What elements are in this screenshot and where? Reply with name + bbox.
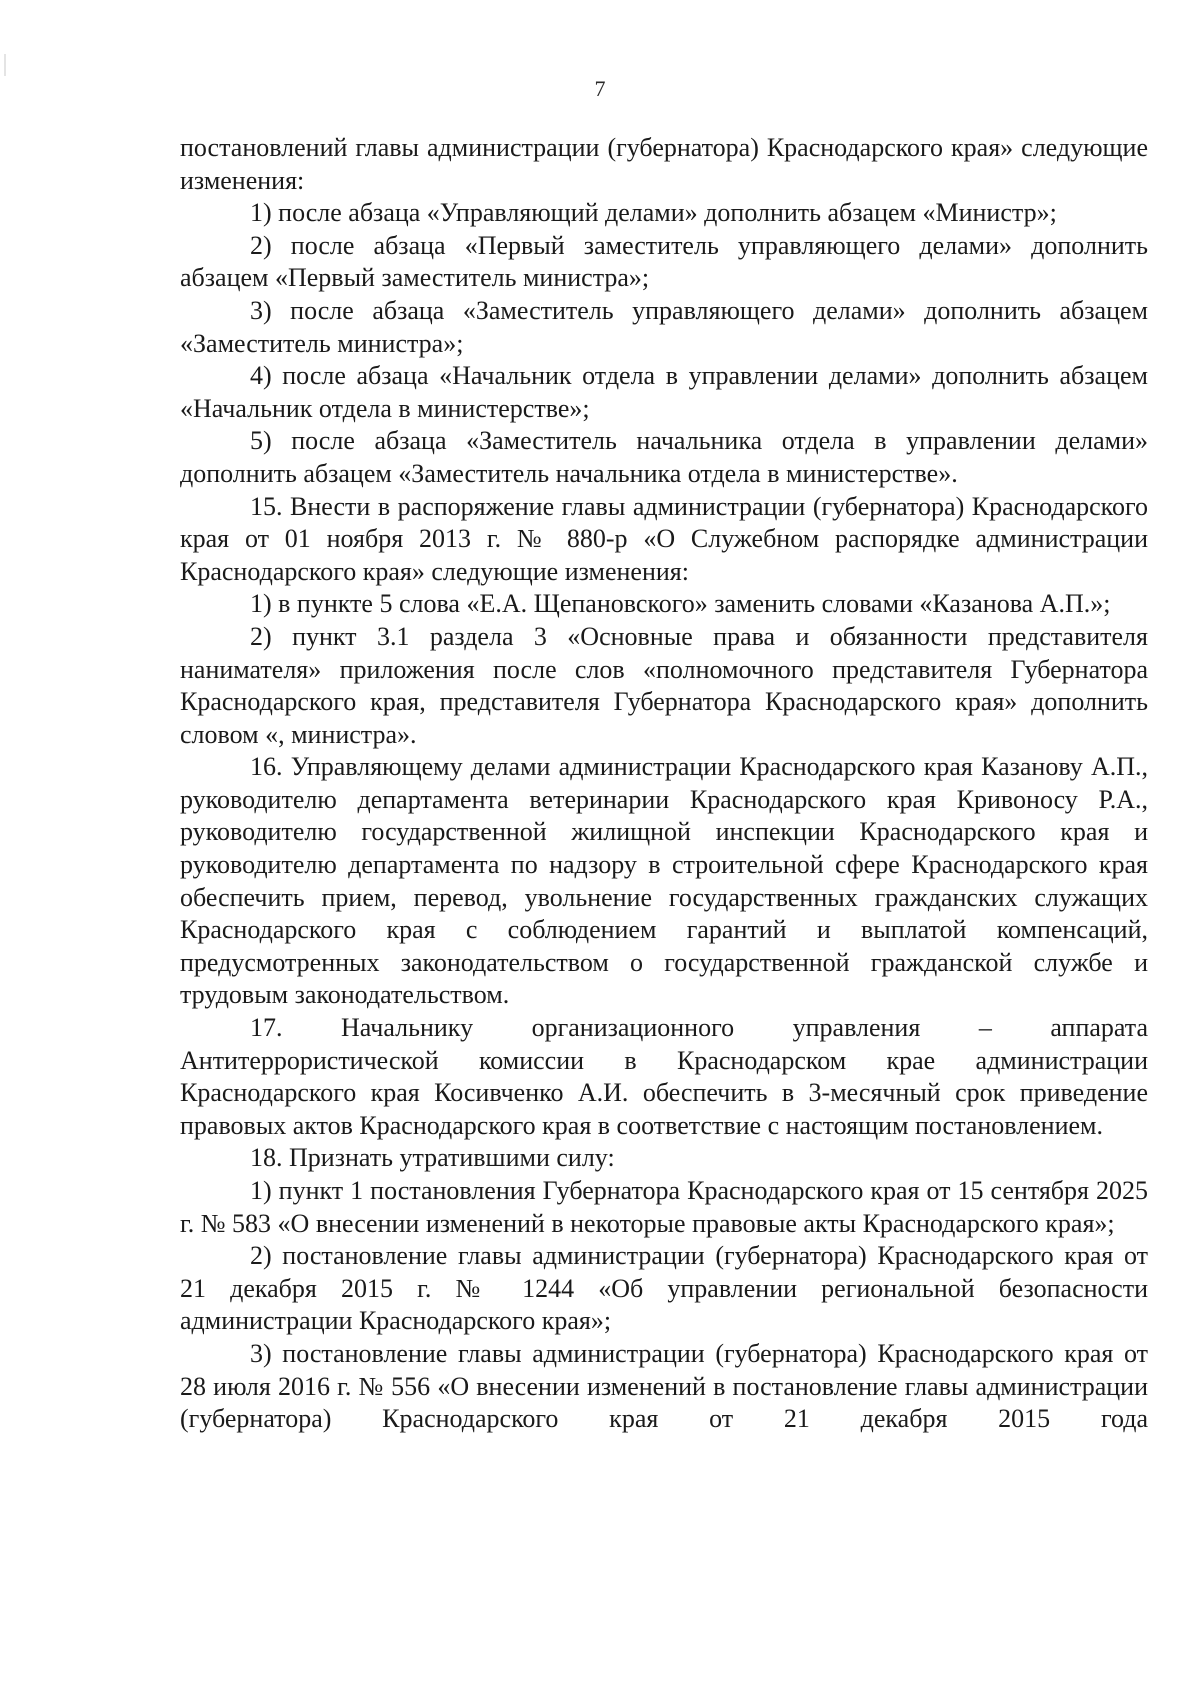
paragraph-14-item-4: 4) после абзаца «Начальник отдела в управлении делами» дополнить абзацем «Начальник отдела в министерстве»;	[180, 361, 1148, 423]
paragraph-15-item-2: 2) пункт 3.1 раздела 3 «Основные права и обязанности представителя нанимателя» приложения после слов «полномочного представителя Губернатора Краснодарского края, представителя Губернатора Краснодарского края» дополнить словом «, министра».	[180, 621, 1148, 749]
paragraph-15-item-1: 1) в пункте 5 слова «Е.А. Щепановского» заменить словами «Казанова А.П.»;	[250, 589, 1111, 619]
paragraph-18-item-1: 1) пункт 1 постановления Губернатора Краснодарского края от 15 сентября 2025 г. № 583 «О внесении изменений в некоторые правовые акты Краснодарского края»;	[180, 1176, 1148, 1238]
paragraph-continuation: постановлений главы администрации (губернатора) Краснодарского края» следующие изменения:	[180, 133, 1148, 195]
document-body	[180, 132, 1148, 1436]
paragraph-16: 16. Управляющему делами администрации Краснодарского края Казанову А.П., руководителю департамента ветеринарии Краснодарского края Кривоносу Р.А., руководителю государственной жилищной инспекции Краснодарского края и руководителю департамента по надзору в строительной сфере Краснодарского края обеспечить прием, перевод, увольнение государственных гражданских служащих Краснодарского края с соблюдением гарантий и выплатой компенсаций, предусмотренных законодательством о государственной гражданской службе и трудовым законодательством.	[180, 752, 1148, 1010]
paragraph-14-item-1: 1) после абзаца «Управляющий делами» дополнить абзацем «Министр»;	[250, 198, 1057, 228]
paragraph-18-item-3: 3) постановление главы администрации (губернатора) Краснодарского края от 28 июля 2016 г. № 556 «О внесении изменений в постановление главы администрации (губернатора) Краснодарского края от 21 декабря 2015 года	[180, 1338, 1148, 1434]
paragraph-18-item-2: 2) постановление главы администрации (губернатора) Краснодарского края от 21 декабря 2015 г. № 1244 «Об управлении региональной безопасности администрации Краснодарского края»;	[180, 1241, 1148, 1336]
page-number: 7	[594, 76, 606, 101]
paragraph-15: 15. Внести в распоряжение главы администрации (губернатора) Краснодарского края от 01 ноября 2013 г. № 880-р «О Служебном распорядке администрации Краснодарского края» следующие изменения:	[180, 491, 1148, 586]
paragraph-18: 18. Признать утратившими силу:	[250, 1143, 615, 1173]
scan-artifact	[4, 54, 6, 76]
paragraph-14-item-5: 5) после абзаца «Заместитель начальника отдела в управлении делами» дополнить абзацем «Заместитель начальника отдела в министерстве».	[180, 426, 1148, 488]
paragraph-14-item-2: 2) после абзаца «Первый заместитель управляющего делами» дополнить абзацем «Первый заместитель министра»;	[180, 230, 1148, 293]
paragraph-17: 17. Начальнику организационного управления – аппарата Антитеррористической комиссии в Краснодарском крае администрации Краснодарского края Косивченко А.И. обеспечить в 3-месячный срок приведение правовых актов Краснодарского края в соответствие с настоящим постановлением.	[180, 1013, 1148, 1140]
paragraph-14-item-3: 3) после абзаца «Заместитель управляющего делами» дополнить абзацем «Заместитель министра»;	[180, 295, 1148, 358]
